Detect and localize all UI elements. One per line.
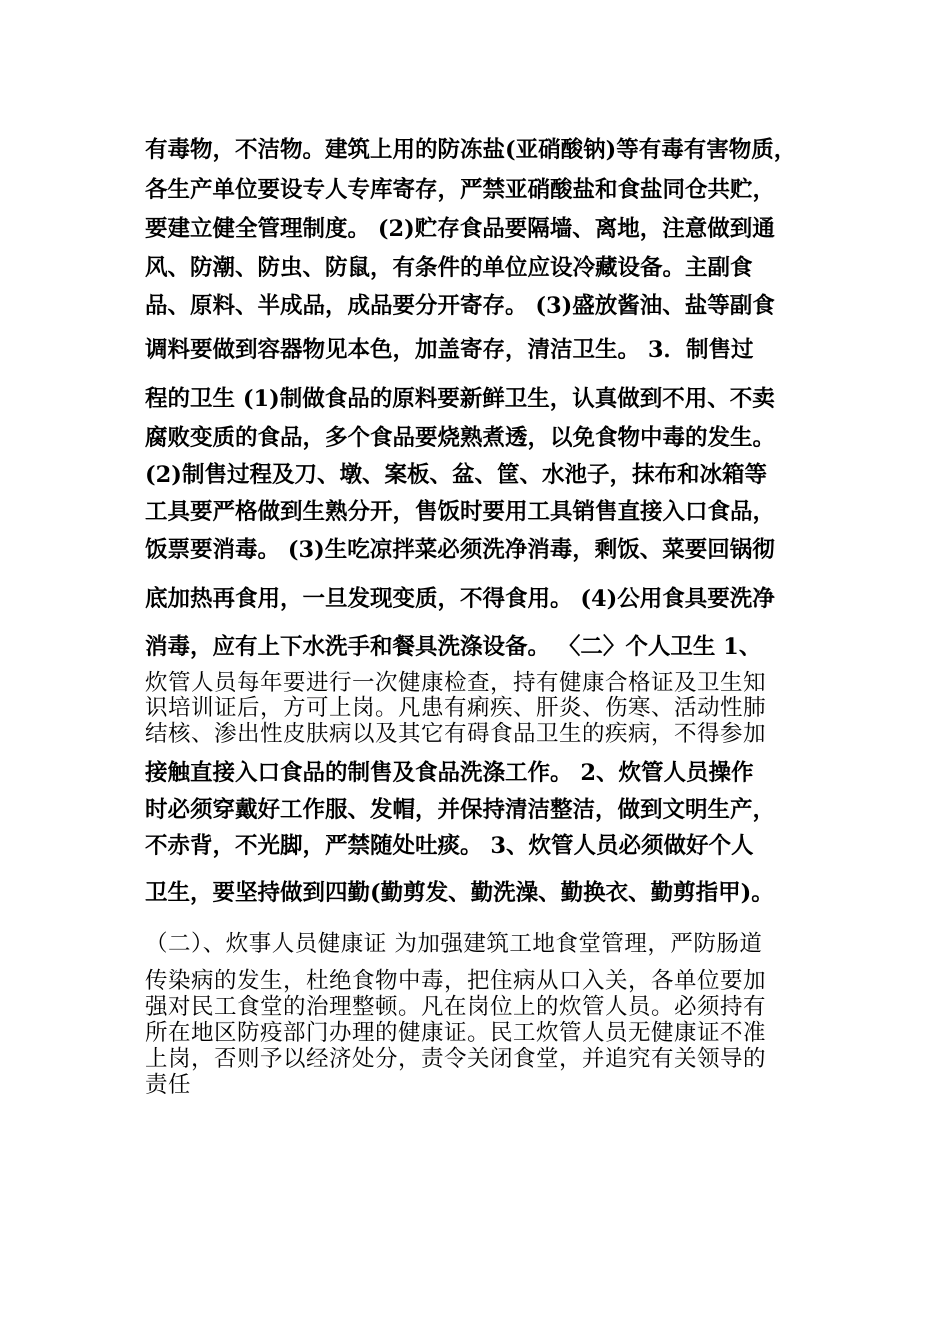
text-line: 责任 xyxy=(145,1072,192,1098)
text-line: 结核、渗出性皮肤病以及其它有碍食品卫生的疾病，不得参加 xyxy=(145,721,767,747)
text-line: 底加热再食用，一旦发现变质，不得食用。 (4)公用食具要洗净 xyxy=(145,586,775,612)
text-line: 调料要做到容器物见本色，加盖寄存，清洁卫生。 3．制售过 xyxy=(145,337,754,363)
text-line: 上岗，否则予以经济处分，责令关闭食堂，并追究有关领导的 xyxy=(145,1046,767,1072)
text-line: 传染病的发生，杜绝食物中毒，把住病从口入关，各单位要加 xyxy=(145,968,767,994)
text-line: 腐败变质的食品，多个食品要烧熟煮透，以免食物中毒的发生。 xyxy=(145,425,776,451)
text-line: 有毒物，不洁物。建筑上用的防冻盐(亚硝酸钠)等有毒有害物质， xyxy=(145,137,797,163)
text-line: 风、防潮、防虫、防鼠，有条件的单位应设冷藏设备。主副食 xyxy=(145,255,753,281)
text-line: 各生产单位要设专人专库寄存，严禁亚硝酸盐和食盐同仓共贮， xyxy=(145,177,776,203)
text-line: 识培训证后，方可上岗。凡患有痢疾、肝炎、伤寒、活动性肺 xyxy=(145,695,767,721)
text-line: 品、原料、半成品，成品要分开寄存。 (3)盛放酱油、盐等副食 xyxy=(145,293,775,319)
text-line: 程的卫生 (1)制做食品的原料要新鲜卫生，认真做到不用、不卖 xyxy=(145,386,775,412)
text-line: 时必须穿戴好工作服、发帽，并保持清洁整洁，做到文明生产， xyxy=(145,797,776,823)
text-line: 强对民工食堂的治理整顿。凡在岗位上的炊管人员。必须持有 xyxy=(145,994,767,1020)
text-line: 所在地区防疫部门办理的健康证。民工炊管人员无健康证不准 xyxy=(145,1020,767,1046)
text-line: 卫生，要坚持做到四勤(勤剪发、勤洗澡、勤换衣、勤剪指甲)。 xyxy=(145,880,774,906)
text-line: 饭票要消毒。 (3)生吃凉拌菜必须洗净消毒，剩饭、菜要回锅彻 xyxy=(145,537,775,563)
text-line: 接触直接入口食品的制售及食品洗涤工作。 2、炊管人员操作 xyxy=(145,760,754,786)
text-line: 要建立健全管理制度。 (2)贮存食品要隔墙、离地，注意做到通 xyxy=(145,216,775,242)
text-line: (2)制售过程及刀、墩、案板、盆、筐、水池子，抹布和冰箱等 xyxy=(145,462,767,488)
text-line: 消毒，应有上下水洗手和餐具洗涤设备。 〈二〉个人卫生 1、 xyxy=(145,634,762,660)
text-line: （二）、炊事人员健康证 为加强建筑工地食堂管理，严防肠道 xyxy=(145,931,763,957)
text-line: 工具要严格做到生熟分开，售饭时要用工具销售直接入口食品， xyxy=(145,499,776,525)
text-line: 不赤背，不光脚，严禁随处吐痰。 3、炊管人员必须做好个人 xyxy=(145,833,754,859)
text-line: 炊管人员每年要进行一次健康检查，持有健康合格证及卫生知 xyxy=(145,670,767,696)
